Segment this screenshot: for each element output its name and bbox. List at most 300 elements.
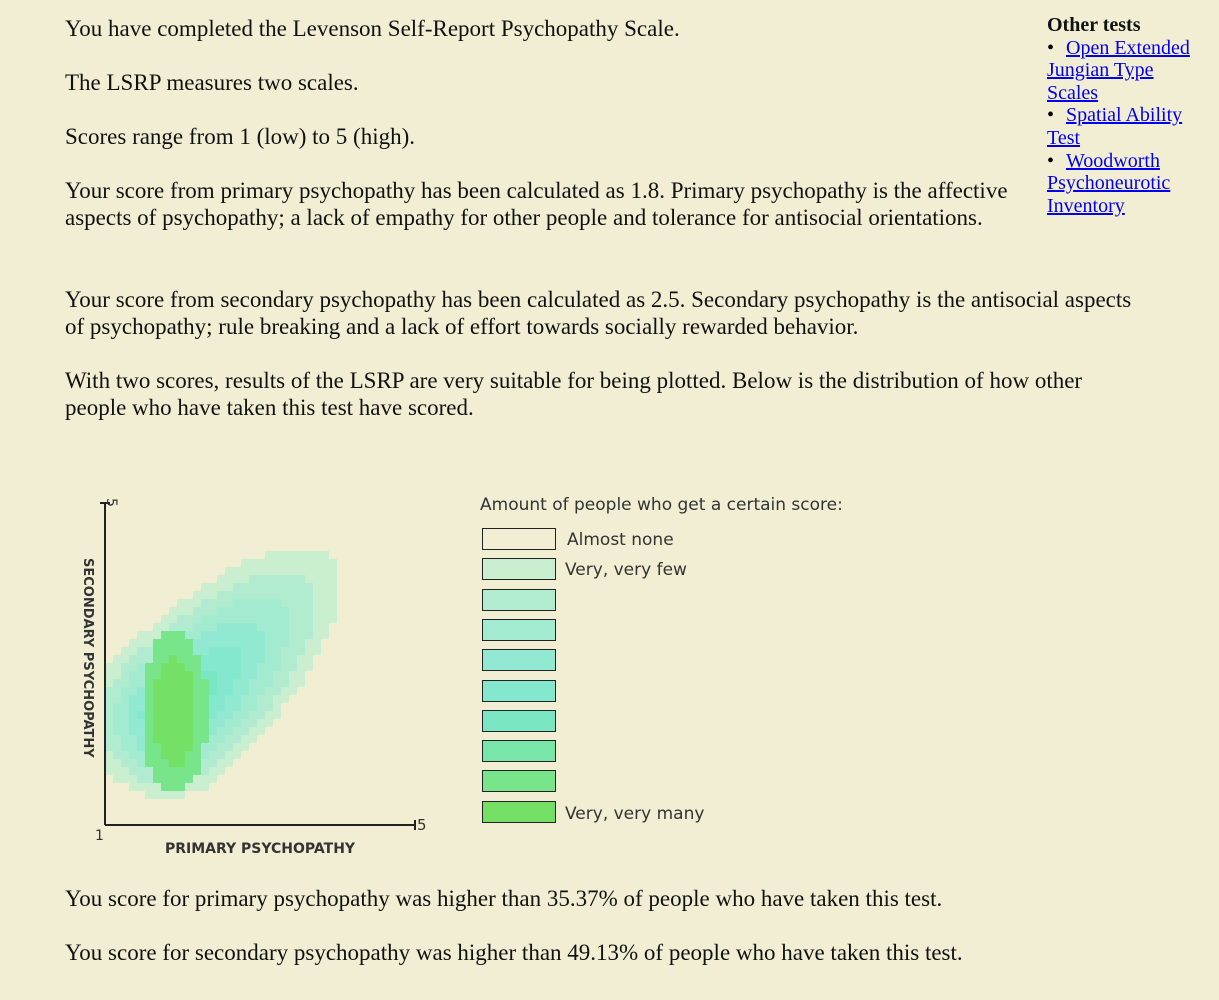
density-cell: [169, 655, 177, 663]
density-cell: [233, 719, 241, 727]
density-cell: [297, 679, 305, 687]
density-cell: [241, 607, 249, 615]
density-cell: [281, 575, 289, 583]
density-cell: [193, 719, 201, 727]
density-cell: [273, 711, 281, 719]
density-cell: [129, 767, 137, 775]
density-cell: [233, 631, 241, 639]
density-cell: [257, 703, 265, 711]
density-cell: [289, 599, 297, 607]
density-cell: [193, 655, 201, 663]
density-cell: [241, 583, 249, 591]
density-cell: [129, 759, 137, 767]
other-tests-sidebar: [1047, 14, 1197, 217]
density-cell: [193, 679, 201, 687]
density-cell: [161, 783, 169, 791]
density-cell: [305, 583, 313, 591]
density-cell: [129, 783, 137, 791]
density-cell: [185, 759, 193, 767]
density-cell: [105, 679, 113, 687]
density-cell: [145, 743, 153, 751]
density-cell: [209, 687, 217, 695]
density-cell: [265, 671, 273, 679]
density-cell: [201, 663, 209, 671]
density-cell: [177, 759, 185, 767]
density-cell: [129, 743, 137, 751]
x-axis-max-label: 5: [417, 816, 427, 834]
density-cell: [241, 623, 249, 631]
density-cell: [289, 671, 297, 679]
density-cell: [201, 751, 209, 759]
density-cell: [305, 647, 313, 655]
density-cell: [249, 719, 257, 727]
density-cell: [297, 599, 305, 607]
density-cell: [281, 607, 289, 615]
density-cell: [185, 783, 193, 791]
other-test-item: [1047, 150, 1197, 218]
density-cell: [257, 615, 265, 623]
density-cell: [305, 575, 313, 583]
density-cell: [241, 671, 249, 679]
density-cell: [193, 775, 201, 783]
density-cell: [265, 607, 273, 615]
legend-swatch: [482, 619, 556, 641]
density-cell: [169, 623, 177, 631]
link-open-extended-jungian-type-scales[interactable]: Open Extended Jungian Type Scales: [1047, 36, 1190, 104]
density-cell: [121, 743, 129, 751]
density-cell: [225, 583, 233, 591]
density-cell: [265, 591, 273, 599]
density-cell: [129, 703, 137, 711]
density-cell: [249, 575, 257, 583]
density-cell: [113, 663, 121, 671]
density-cell: [273, 623, 281, 631]
density-cell: [185, 639, 193, 647]
legend-label-very-few: Very, very few: [565, 560, 687, 580]
density-cell: [305, 639, 313, 647]
density-cell: [177, 719, 185, 727]
density-cell: [169, 719, 177, 727]
density-cell: [193, 783, 201, 791]
density-cell: [129, 655, 137, 663]
density-cell: [257, 727, 265, 735]
density-cell: [265, 711, 273, 719]
density-cell: [177, 615, 185, 623]
density-cell: [225, 751, 233, 759]
density-cell: [289, 679, 297, 687]
density-cell: [273, 671, 281, 679]
density-cell: [201, 599, 209, 607]
density-cell: [105, 671, 113, 679]
density-cell: [225, 575, 233, 583]
density-cell: [329, 575, 337, 583]
density-cell: [257, 575, 265, 583]
density-cell: [193, 735, 201, 743]
density-cell: [201, 583, 209, 591]
density-cell: [161, 647, 169, 655]
density-cell: [241, 743, 249, 751]
density-cell: [329, 567, 337, 575]
density-cell: [321, 623, 329, 631]
density-cell: [241, 719, 249, 727]
density-cell: [145, 663, 153, 671]
density-cell: [249, 615, 257, 623]
density-cell: [209, 719, 217, 727]
density-cell: [153, 663, 161, 671]
density-cell: [217, 583, 225, 591]
density-cell: [161, 671, 169, 679]
other-test-item: [1047, 104, 1197, 149]
density-cell: [169, 639, 177, 647]
density-cell: [217, 735, 225, 743]
density-cell: [273, 559, 281, 567]
density-cell: [297, 655, 305, 663]
legend-swatch: [482, 649, 556, 671]
density-cell: [265, 719, 273, 727]
density-cell: [137, 695, 145, 703]
density-cell: [281, 583, 289, 591]
density-cell: [321, 631, 329, 639]
density-cell: [169, 679, 177, 687]
density-cell: [153, 679, 161, 687]
density-cell: [153, 687, 161, 695]
density-cell: [145, 639, 153, 647]
density-cell: [145, 759, 153, 767]
density-cell: [241, 663, 249, 671]
density-cell: [313, 639, 321, 647]
density-cell: [249, 735, 257, 743]
density-cell: [257, 695, 265, 703]
density-cell: [177, 775, 185, 783]
density-cell: [145, 647, 153, 655]
density-cell: [281, 695, 289, 703]
density-cell: [265, 687, 273, 695]
density-cell: [313, 623, 321, 631]
density-cell: [177, 783, 185, 791]
density-cell: [225, 671, 233, 679]
other-tests-heading: Other tests: [1047, 14, 1141, 36]
density-cell: [225, 647, 233, 655]
density-cell: [137, 655, 145, 663]
density-cell: [153, 711, 161, 719]
density-cell: [225, 719, 233, 727]
density-cell: [193, 623, 201, 631]
density-cell: [233, 743, 241, 751]
density-cell: [161, 679, 169, 687]
density-cell: [185, 711, 193, 719]
density-cell: [185, 631, 193, 639]
density-cell: [217, 599, 225, 607]
density-cell: [169, 783, 177, 791]
density-cell: [185, 743, 193, 751]
density-cell: [329, 599, 337, 607]
density-cell: [297, 671, 305, 679]
density-cell: [177, 695, 185, 703]
density-cell: [161, 687, 169, 695]
density-cell: [185, 775, 193, 783]
density-cell: [281, 655, 289, 663]
density-cell: [209, 695, 217, 703]
legend-swatch: [482, 801, 556, 823]
density-cell: [121, 687, 129, 695]
density-cell: [201, 655, 209, 663]
density-cell: [305, 607, 313, 615]
density-cell: [313, 647, 321, 655]
density-cell: [145, 727, 153, 735]
density-cell: [121, 711, 129, 719]
density-cell: [321, 551, 329, 559]
density-cell: [313, 615, 321, 623]
density-cell: [297, 631, 305, 639]
density-cell: [265, 639, 273, 647]
density-cell: [121, 767, 129, 775]
density-cell: [233, 751, 241, 759]
density-cell: [121, 663, 129, 671]
density-cell: [209, 767, 217, 775]
density-cell: [145, 751, 153, 759]
density-cell: [241, 559, 249, 567]
density-cell: [289, 631, 297, 639]
density-cell: [153, 759, 161, 767]
density-cell: [305, 663, 313, 671]
density-cell: [169, 751, 177, 759]
density-cell: [273, 575, 281, 583]
density-cell: [113, 679, 121, 687]
density-cell: [177, 751, 185, 759]
density-cell: [161, 663, 169, 671]
density-cell: [169, 671, 177, 679]
link-woodworth-psychoneurotic-inventory[interactable]: Woodworth Psychoneurotic Inventory: [1047, 149, 1171, 217]
density-cell: [137, 663, 145, 671]
density-cell: [265, 623, 273, 631]
density-cell: [297, 591, 305, 599]
density-cell: [233, 623, 241, 631]
density-cell: [297, 639, 305, 647]
density-cell: [121, 719, 129, 727]
density-cell: [201, 695, 209, 703]
density-cell: [225, 655, 233, 663]
density-cell: [121, 775, 129, 783]
density-cell: [257, 719, 265, 727]
density-cell: [177, 767, 185, 775]
density-cell: [105, 711, 113, 719]
density-cell: [265, 647, 273, 655]
x-axis-title: PRIMARY PSYCHOPATHY: [165, 841, 356, 857]
density-cell: [177, 727, 185, 735]
density-cell: [193, 615, 201, 623]
density-cell: [217, 751, 225, 759]
density-cell: [281, 567, 289, 575]
density-cell: [145, 671, 153, 679]
density-cell: [321, 567, 329, 575]
density-cell: [297, 559, 305, 567]
density-cell: [249, 687, 257, 695]
density-cell: [185, 599, 193, 607]
density-cell: [201, 759, 209, 767]
density-cell: [209, 759, 217, 767]
density-cell: [161, 711, 169, 719]
density-cell: [225, 567, 233, 575]
density-cell: [153, 751, 161, 759]
density-cell: [201, 727, 209, 735]
density-cell: [249, 655, 257, 663]
density-cell: [233, 591, 241, 599]
density-cell: [201, 631, 209, 639]
density-cell: [153, 783, 161, 791]
density-cell: [249, 567, 257, 575]
density-cell: [217, 623, 225, 631]
density-cell: [217, 575, 225, 583]
density-cell: [289, 647, 297, 655]
density-cell: [161, 767, 169, 775]
density-cell: [209, 607, 217, 615]
density-cell: [241, 703, 249, 711]
density-cell: [113, 711, 121, 719]
density-cell: [113, 735, 121, 743]
density-cell: [281, 663, 289, 671]
density-cell: [161, 775, 169, 783]
density-cell: [265, 615, 273, 623]
density-cell: [257, 711, 265, 719]
density-cell: [273, 639, 281, 647]
density-cell: [257, 607, 265, 615]
density-cell: [169, 791, 177, 799]
density-cell: [105, 727, 113, 735]
density-cell: [129, 775, 137, 783]
density-cell: [281, 679, 289, 687]
density-cell: [289, 567, 297, 575]
density-cell: [217, 767, 225, 775]
density-cell: [121, 735, 129, 743]
density-cell: [201, 775, 209, 783]
density-cell: [321, 583, 329, 591]
density-cell: [177, 607, 185, 615]
density-cell: [217, 703, 225, 711]
density-cell: [113, 671, 121, 679]
density-cell: [193, 751, 201, 759]
density-cell: [217, 663, 225, 671]
density-cell: [201, 639, 209, 647]
density-cell: [289, 655, 297, 663]
density-cell: [105, 743, 113, 751]
density-cell: [209, 671, 217, 679]
density-cell: [201, 591, 209, 599]
density-cell: [289, 583, 297, 591]
density-cell: [305, 615, 313, 623]
density-cell: [177, 791, 185, 799]
density-cell: [177, 631, 185, 639]
density-cell: [305, 567, 313, 575]
density-cell: [201, 615, 209, 623]
density-cell: [121, 655, 129, 663]
density-cell: [137, 743, 145, 751]
density-cell: [289, 591, 297, 599]
density-cell: [161, 743, 169, 751]
density-cell: [145, 791, 153, 799]
density-cell: [153, 735, 161, 743]
density-cell: [201, 647, 209, 655]
density-cell: [289, 687, 297, 695]
density-cell: [233, 687, 241, 695]
density-cell: [217, 711, 225, 719]
density-cell: [249, 727, 257, 735]
density-cell: [145, 711, 153, 719]
density-cell: [161, 639, 169, 647]
density-cell: [225, 663, 233, 671]
density-cell: [241, 655, 249, 663]
density-cell: [177, 663, 185, 671]
density-cell: [209, 743, 217, 751]
legend-swatch: [482, 589, 556, 611]
density-cell: [209, 703, 217, 711]
density-cell: [281, 615, 289, 623]
density-cell: [313, 591, 321, 599]
density-cell: [161, 655, 169, 663]
completion-message: You have completed the Levenson Self-Report Psychopathy Scale.: [65, 16, 680, 41]
density-cell: [273, 647, 281, 655]
density-cell: [169, 615, 177, 623]
y-axis-title: SECONDARY PSYCHOPATHY: [80, 558, 95, 758]
density-cell: [321, 591, 329, 599]
y-axis-max-label: 5: [103, 498, 119, 507]
density-cell: [313, 607, 321, 615]
density-cell: [289, 639, 297, 647]
density-cell: [265, 583, 273, 591]
density-cell: [185, 703, 193, 711]
density-cell: [233, 711, 241, 719]
density-cell: [193, 703, 201, 711]
density-cell: [193, 639, 201, 647]
density-cell: [233, 655, 241, 663]
density-cell: [129, 679, 137, 687]
density-cell: [193, 663, 201, 671]
density-cell: [241, 599, 249, 607]
density-cell: [105, 719, 113, 727]
density-cell: [193, 631, 201, 639]
density-cell: [305, 655, 313, 663]
density-cell: [201, 623, 209, 631]
density-cell: [297, 615, 305, 623]
primary-score-text: Your score from primary psychopathy has been calculated as 1.8. Primary psychopathy is the affective aspects of psychopathy; a lack of empathy for other people and tolerance for antisocial orientations.: [65, 178, 1008, 230]
density-cell: [121, 703, 129, 711]
density-cell: [121, 671, 129, 679]
density-cell: [193, 767, 201, 775]
density-cell: [169, 735, 177, 743]
density-cell: [177, 599, 185, 607]
density-cell: [105, 687, 113, 695]
link-spatial-ability-test[interactable]: Spatial Ability Test: [1047, 104, 1183, 149]
density-cell: [153, 671, 161, 679]
density-cell: [313, 559, 321, 567]
density-cell: [313, 551, 321, 559]
density-cell: [265, 559, 273, 567]
density-cell: [113, 695, 121, 703]
density-cell: [305, 599, 313, 607]
density-cell: [185, 727, 193, 735]
density-cell: [297, 575, 305, 583]
density-cell: [145, 719, 153, 727]
density-cell: [177, 647, 185, 655]
density-cell: [313, 599, 321, 607]
density-cell: [273, 567, 281, 575]
density-cell: [265, 703, 273, 711]
density-cell: [185, 719, 193, 727]
density-cell: [217, 631, 225, 639]
density-cell: [257, 631, 265, 639]
density-cell: [289, 607, 297, 615]
density-cell: [233, 663, 241, 671]
density-cell: [281, 599, 289, 607]
